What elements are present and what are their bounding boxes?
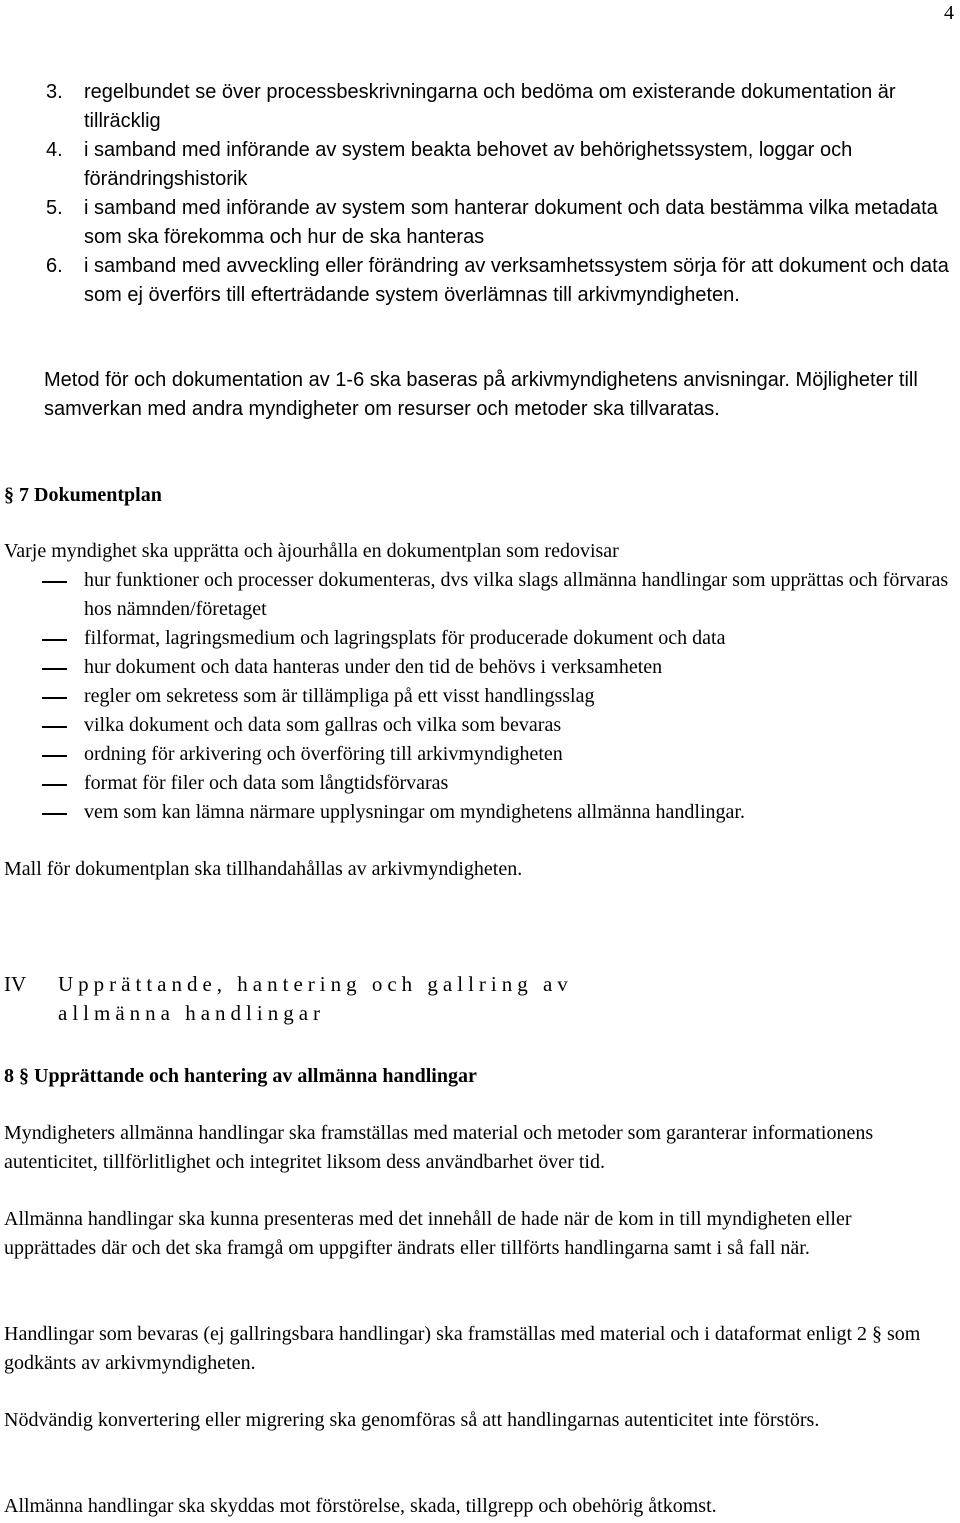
dash-marker	[4, 798, 84, 827]
list-text: i samband med införande av system beakta behovet av behörighetssystem, loggar och förändringshistorik	[84, 139, 853, 190]
section-8-heading: 8 § Upprättande och hantering av allmänna handlingar	[4, 1065, 477, 1087]
list-item	[46, 136, 951, 194]
dash-list-item	[4, 653, 949, 682]
list-item	[46, 194, 951, 252]
dash-list-item	[4, 798, 949, 827]
dash-list-item	[4, 740, 949, 769]
dash-marker	[4, 711, 84, 740]
numbered-list	[46, 78, 951, 310]
dash-list-item	[4, 769, 949, 798]
section-8-paragraph: Nödvändig konvertering eller migrering ska genomföras så att handlingarnas autenticitet inte förstörs.	[4, 1409, 820, 1431]
list-item	[46, 78, 951, 136]
part-title	[58, 970, 938, 1028]
section-8-paragraph: Allmänna handlingar ska skyddas mot förstörelse, skada, tillgrepp och obehörig åtkomst.	[4, 1495, 717, 1517]
method-paragraph: Metod för och dokumentation av 1-6 ska baseras på arkivmyndighetens anvisningar. Möjligheter till samverkan med andra myndigheter om resurser och metoder ska tillvaratas.	[44, 369, 918, 420]
dash-marker	[4, 566, 84, 624]
part-roman-numeral: IV	[4, 972, 27, 996]
list-number: 3.	[46, 81, 63, 103]
part-title-line-1: Upprättande, hantering och gallring av	[58, 972, 573, 996]
dash-item-text: ordning för arkivering och överföring till arkivmyndigheten	[84, 743, 563, 765]
dash-list-item	[4, 624, 949, 653]
list-text: i samband med avveckling eller förändring av verksamhetssystem sörja för att dokument och data som ej överförs till efterträdande system överlämnas till arkivmyndigheten.	[84, 255, 949, 306]
dash-marker	[4, 653, 84, 682]
list-text: i samband med införande av system som hanterar dokument och data bestämma vilka metadata som ska förekomma och hur de ska hanteras	[84, 197, 938, 248]
section-8-paragraph: Handlingar som bevaras (ej gallringsbara handlingar) ska framställas med material och i dataformat enligt 2 § som godkänts av arkivmyndigheten.	[4, 1323, 921, 1374]
dash-item-text: format för filer och data som långtidsförvaras	[84, 772, 449, 794]
part-title-line-2: allmänna handlingar	[58, 1001, 326, 1025]
dash-marker	[4, 624, 84, 653]
list-number: 5.	[46, 197, 63, 219]
dash-list-item	[4, 566, 949, 624]
list-number: 6.	[46, 255, 63, 277]
dash-list	[4, 566, 949, 827]
section-8-paragraph: Myndigheters allmänna handlingar ska framställas med material och metoder som garanterar informationens autenticitet, tillförlitlighet och integritet liksom dess användbarhet över tid.	[4, 1122, 874, 1173]
dash-item-text: vem som kan lämna närmare upplysningar om myndighetens allmänna handlingar.	[84, 801, 745, 823]
dash-item-text: filformat, lagringsmedium och lagringsplats för producerade dokument och data	[84, 627, 726, 649]
list-item	[46, 252, 951, 310]
dash-marker	[4, 682, 84, 711]
dash-item-text: hur funktioner och processer dokumenteras, dvs vilka slags allmänna handlingar som upprättas och förvaras hos nämnden/företaget	[84, 569, 949, 620]
dash-list-item	[4, 711, 949, 740]
dash-item-text: vilka dokument och data som gallras och vilka som bevaras	[84, 714, 562, 736]
dash-item-text: regler om sekretess som är tillämpliga på ett visst handlingsslag	[84, 685, 595, 707]
section-8-paragraph: Allmänna handlingar ska kunna presenteras med det innehåll de hade när de kom in till myndigheten eller upprättades där och det ska framgå om uppgifter ändrats eller tillförts handlingarna samt i så fall när.	[4, 1208, 852, 1259]
section-7-intro: Varje myndighet ska upprätta och àjourhålla en dokumentplan som redovisar	[4, 540, 619, 562]
list-text: regelbundet se över processbeskrivningarna och bedöma om existerande dokumentation är tillräcklig	[84, 81, 896, 132]
section-7-heading: § 7 Dokumentplan	[4, 484, 162, 506]
list-number: 4.	[46, 139, 63, 161]
page-number: 4	[944, 2, 954, 24]
dash-marker	[4, 769, 84, 798]
dash-item-text: hur dokument och data hanteras under den tid de behövs i verksamheten	[84, 656, 663, 678]
dash-marker	[4, 740, 84, 769]
section-7-closing: Mall för dokumentplan ska tillhandahållas av arkivmyndigheten.	[4, 858, 523, 880]
dash-list-item	[4, 682, 949, 711]
